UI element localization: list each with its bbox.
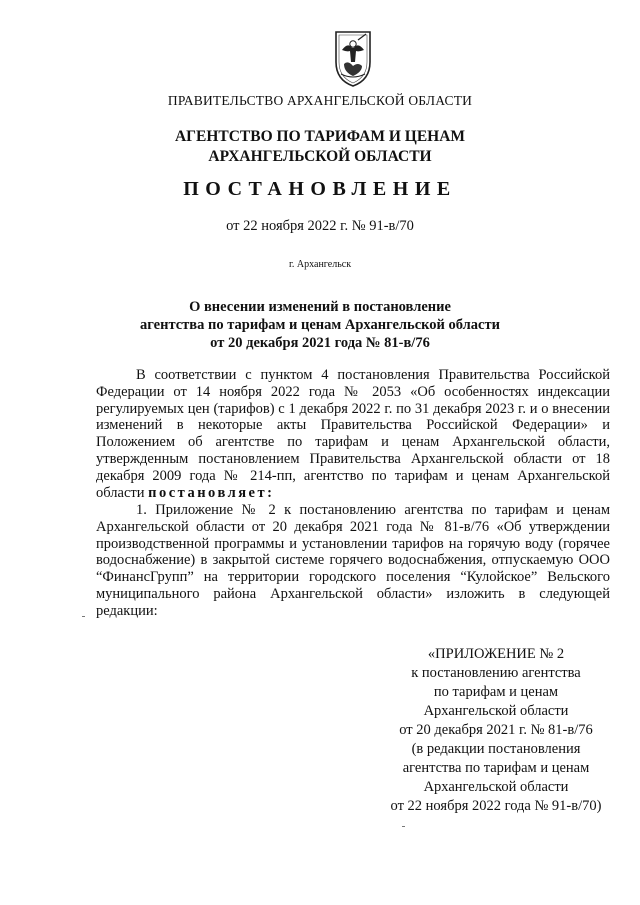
document-subject	[0, 298, 640, 352]
appendix-line: (в редакции постановления	[411, 741, 581, 757]
margin-mark	[82, 616, 85, 617]
archangelsk-coat-of-arms-icon	[328, 28, 378, 88]
document-date-number: от 22 ноября 2022 г. № 91-в/70	[226, 218, 414, 234]
preamble-paragraph	[96, 367, 610, 501]
margin-mark	[402, 826, 405, 827]
subject-line1: О внесении изменений в постановление	[189, 299, 451, 315]
agency-name	[0, 127, 640, 167]
document-city: г. Архангельск	[288, 259, 352, 270]
appendix-line: Архангельской области	[423, 703, 569, 719]
clause-1-paragraph: 1. Приложение № 2 к постановлению агентства по тарифам и ценам Архангельской области от 20 декабря 2021 года № 81-в/76 «Об утверждении производственной программы и установлении тарифов на горячую воду (горячее водоснабжение) в закрытой системе горячего водоснабжения, отпускаемую ООО “ФинансГрупп” на территории городского поселения “Кулойское” Вельского муниципального района Архангельской области» изложить в следующей редакции:	[96, 502, 610, 619]
preamble-text: В соответствии с пунктом 4 постановления Правительства Российской Федерации от 14 ноября 2022 года № 2053 «Об особенностях индексации регулируемых цен (тарифов) с 1 декабря 2022 г. по 31 декабря 2023 г. и о внесении изменений в некоторые акты Правительства Российской Федерации» и Положением об агентстве по тарифам и ценам Архангельской области, утвержденным постановлением Правительства Архангельской области от 18 декабря 2009 года № 214-пп, агентство по тарифам и ценам Архангельской области	[96, 367, 610, 501]
appendix-heading-block	[382, 645, 610, 816]
appendix-line: от 22 ноября 2022 года № 91-в/70)	[390, 798, 602, 814]
subject-line2: агентства по тарифам и ценам Архангельской области	[140, 317, 500, 333]
appendix-line: к постановлению агентства	[411, 665, 581, 681]
resolves-keyword: постановляет:	[148, 484, 275, 501]
appendix-line: по тарифам и ценам	[433, 684, 559, 700]
document-type-title: ПОСТАНОВЛЕНИЕ	[183, 178, 457, 200]
appendix-line: от 20 декабря 2021 г. № 81-в/76	[399, 722, 593, 738]
agency-name-line2: АРХАНГЕЛЬСКОЙ ОБЛАСТИ	[208, 148, 432, 165]
agency-name-line1: АГЕНТСТВО ПО ТАРИФАМ И ЦЕНАМ	[174, 128, 466, 145]
appendix-line: «ПРИЛОЖЕНИЕ № 2	[427, 646, 565, 662]
government-name: ПРАВИТЕЛЬСТВО АРХАНГЕЛЬСКОЙ ОБЛАСТИ	[167, 93, 473, 108]
appendix-line: Архангельской области	[423, 779, 569, 795]
appendix-line: агентства по тарифам и ценам	[402, 760, 590, 776]
subject-line3: от 20 декабря 2021 года № 81-в/76	[210, 335, 430, 351]
